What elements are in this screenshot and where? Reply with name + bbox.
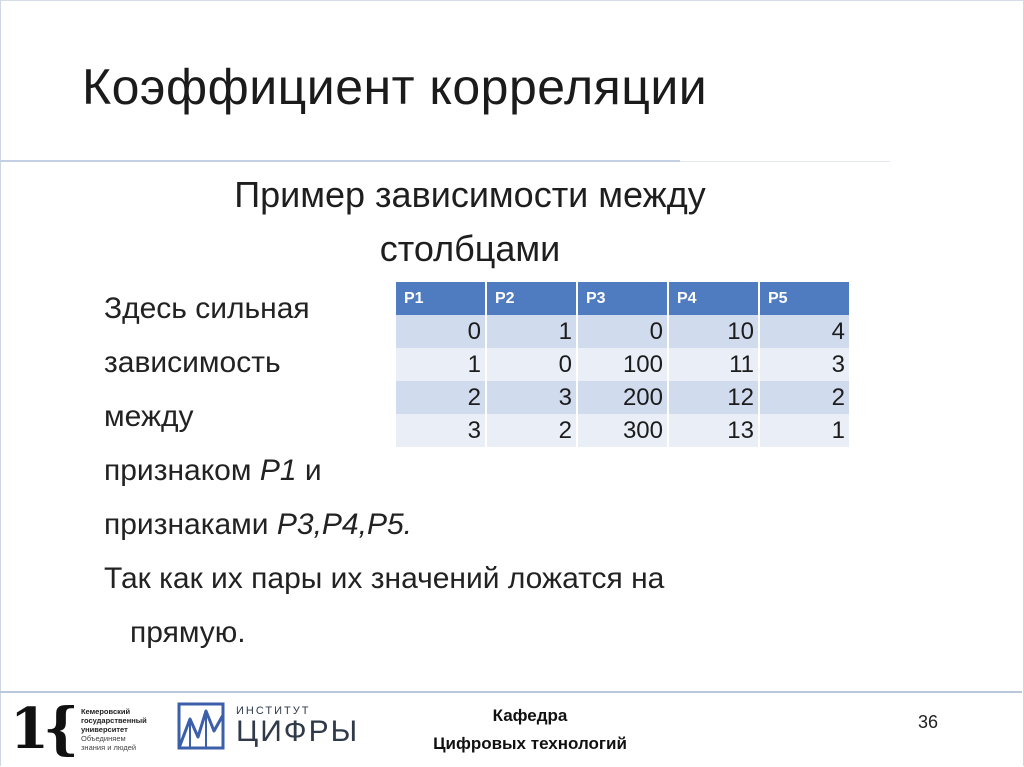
table-cell: 0	[396, 315, 486, 348]
table-cell: 11	[668, 348, 759, 381]
table-cell: 4	[759, 315, 849, 348]
body-line-4	[104, 444, 664, 498]
university-tagline-1: Объединяем	[80, 733, 126, 743]
table-cell: 1	[396, 348, 486, 381]
body-line-6: Так как их пары их значений ложатся на	[104, 562, 665, 595]
title-underline-faint	[680, 161, 890, 162]
institute-logo-text	[236, 705, 359, 747]
subtitle-line-2: столбцами	[379, 228, 561, 269]
slide-subtitle	[150, 168, 790, 276]
institute-label-big: ЦИФРЫ	[236, 715, 360, 748]
title-underline	[0, 160, 680, 162]
table-cell: 2	[759, 381, 849, 414]
slide-title: Коэффициент корреляции	[82, 59, 708, 115]
body-line-4-pre: признаком	[104, 454, 260, 487]
university-logo	[10, 696, 150, 762]
university-name-line-2: государственный	[80, 715, 147, 725]
table-cell: 0	[577, 315, 668, 348]
table-row	[396, 348, 849, 381]
table-row	[396, 315, 849, 348]
table-cell: 13	[668, 414, 759, 447]
table-row	[396, 381, 849, 414]
table-cell: 300	[577, 414, 668, 447]
table-cell: 3	[486, 381, 577, 414]
table-cell: 12	[668, 381, 759, 414]
subtitle-line-1: Пример зависимости между	[234, 174, 706, 215]
body-line-1: Здесь сильная	[104, 292, 310, 325]
table-cell: 2	[396, 381, 486, 414]
footer-divider	[0, 691, 1022, 693]
data-table	[396, 282, 849, 447]
body-line-2: зависимость	[104, 346, 281, 379]
department-line-1: Кафедра	[492, 706, 568, 725]
table-cell: 100	[577, 348, 668, 381]
page-number: 36	[918, 712, 939, 732]
body-line-3: между	[104, 400, 194, 433]
table-cell: 3	[396, 414, 486, 447]
institute-label-small: ИНСТИТУТ	[236, 705, 311, 717]
body-line-4-em: P1	[259, 454, 297, 487]
department-line-2: Цифровых технологий	[433, 734, 627, 753]
university-name-line-1: Кемеровский	[80, 706, 131, 716]
body-line-5	[104, 498, 664, 552]
university-name-line-3: университет	[80, 724, 128, 734]
table-cell: 2	[486, 414, 577, 447]
department-label	[400, 702, 660, 758]
university-tagline-2: знания и людей	[80, 742, 137, 752]
table-header-cell: P5	[759, 282, 849, 315]
table-cell: 1	[486, 315, 577, 348]
table-cell: 1	[759, 414, 849, 447]
table-cell: 3	[759, 348, 849, 381]
table-header-row	[396, 282, 849, 315]
table-cell: 0	[486, 348, 577, 381]
university-logo-text	[81, 707, 147, 752]
table-header-cell: P3	[577, 282, 668, 315]
table-header-cell: P1	[396, 282, 486, 315]
institute-logo-icon	[176, 701, 226, 751]
body-line-4-post: и	[296, 454, 322, 487]
table-cell: 10	[668, 315, 759, 348]
table-header-cell: P2	[486, 282, 577, 315]
body-line-5-pre: признаками	[104, 508, 277, 541]
body-line-5-em: P3,P4,P5.	[276, 508, 412, 541]
institute-logo	[176, 700, 376, 752]
table-cell: 200	[577, 381, 668, 414]
university-logo-icon: 1{	[10, 696, 73, 762]
body-line-7: прямую.	[130, 616, 246, 649]
table-row	[396, 414, 849, 447]
table-header-cell: P4	[668, 282, 759, 315]
